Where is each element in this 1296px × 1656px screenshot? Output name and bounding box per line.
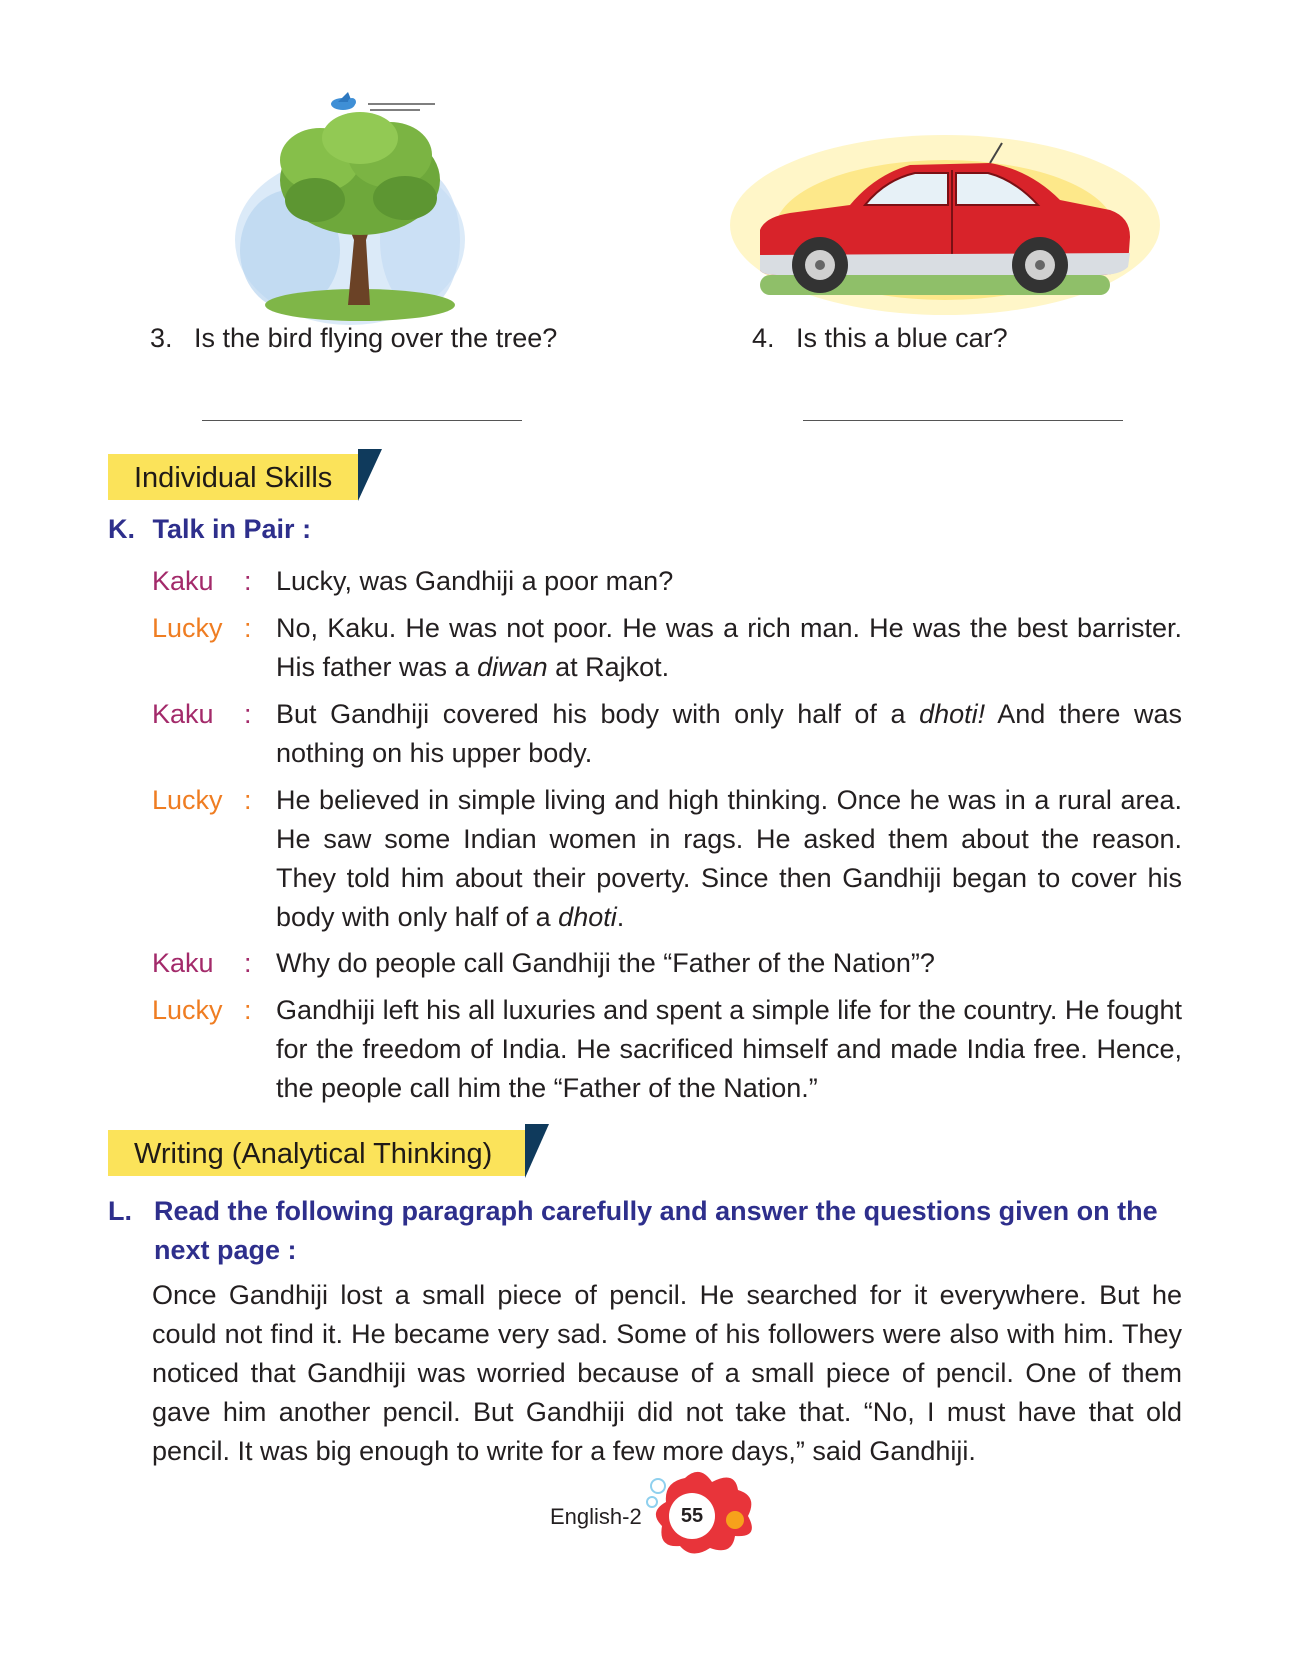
question-3 (150, 323, 557, 354)
speaker-colon: : (244, 995, 252, 1025)
speech-text: He believed in simple living and high thinking. Once he was in a rural area. He saw some Indian women in rags. He asked them about the reason. They told him about their poverty. Since then Gandhiji began to cover his body with only half of a dhoti. (276, 785, 1182, 932)
speech-text: Lucky, was Gandhiji a poor man? (276, 566, 674, 596)
tree-illustration (220, 90, 470, 330)
car-illustration (720, 125, 1160, 315)
question-number: 3. (150, 323, 173, 353)
question-text: Is the bird flying over the tree? (194, 323, 558, 353)
speaker-colon: : (244, 566, 252, 596)
activity-k-heading (108, 514, 311, 545)
speaker-name: Lucky (152, 613, 223, 643)
question-text: Is this a blue car? (796, 323, 1008, 353)
section-title: Individual Skills (134, 462, 333, 494)
speech-text: But Gandhiji covered his body with only half of a dhoti! And there was nothing on his upper body. (276, 699, 1182, 768)
speaker-name: Kaku (152, 699, 214, 729)
speaker-name: Kaku (152, 566, 214, 596)
speaker-colon: : (244, 613, 252, 643)
activity-title: Talk in Pair : (152, 514, 312, 544)
flag-icon (519, 1122, 551, 1180)
flag-icon (352, 447, 384, 503)
reading-paragraph: Once Gandhiji lost a small piece of pencil. He searched for it everywhere. But he could not find it. He became very sad. Some of his followers were also with him. They noticed that Gandhiji was worried because of a small piece of pencil. One of them gave him another pencil. But Gandhiji did not take that. “No, I must have that old pencil. It was big enough to write for a few more days,” said Gandhiji. (152, 1280, 1182, 1466)
speaker-name: Lucky (152, 785, 223, 815)
question-number: 4. (752, 323, 775, 353)
answer-line[interactable] (202, 420, 522, 421)
activity-title: Read the following paragraph carefully and answer the questions given on the next page : (154, 1196, 1158, 1265)
section-header-individual-skills (108, 454, 358, 500)
speaker-colon: : (244, 699, 252, 729)
speaker-colon: : (244, 785, 252, 815)
speech-text: Gandhiji left his all luxuries and spent a simple life for the country. He fought for the freedom of India. He sacrificed himself and made India free. Hence, the people call him the “Father of the Nation.” (276, 995, 1182, 1103)
activity-letter: K. (108, 514, 135, 544)
speaker-name: Kaku (152, 948, 214, 978)
section-title: Writing (Analytical Thinking) (134, 1138, 493, 1170)
section-header-writing (108, 1130, 526, 1176)
activity-letter: L. (108, 1196, 132, 1226)
answer-line[interactable] (803, 420, 1123, 421)
question-4 (752, 323, 1008, 354)
activity-l-heading (108, 1192, 1182, 1270)
speaker-colon: : (244, 948, 252, 978)
speaker-name: Lucky (152, 995, 223, 1025)
speech-text: No, Kaku. He was not poor. He was a rich man. He was the best barrister. His father was a diwan at Rajkot. (276, 613, 1182, 682)
footer-book-title: English-2 (550, 1504, 642, 1529)
speech-text: Why do people call Gandhiji the “Father of the Nation”? (276, 948, 935, 978)
page-number: 55 (680, 1505, 704, 1527)
